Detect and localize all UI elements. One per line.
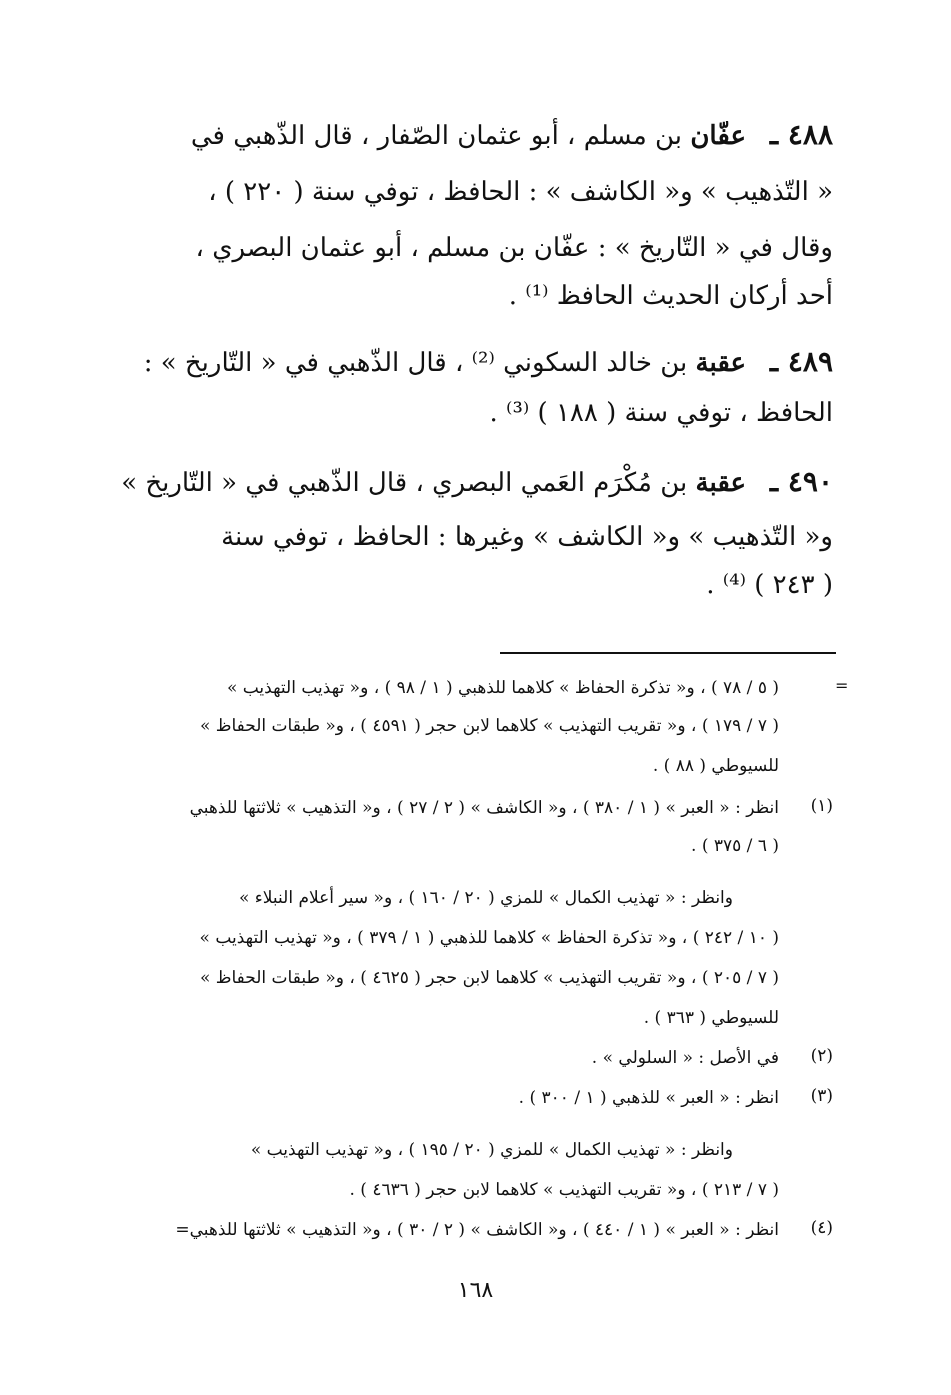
footnote-text: انظر : « العبر » ( ١ / ٣٨٠ ) ، و« الكاشف » ( ٢ / ٢٧ ) ، و« التذهيب » ثلاثتها للذهبي	[189, 798, 779, 818]
entry-text: بن خالد السكوني ⁽²⁾ ، قال الذّهبي في « التّاريخ » :	[143, 348, 688, 378]
entry-first-line	[191, 116, 746, 156]
footnote-text: للسيوطي ( ٨٨ ) .	[652, 756, 779, 776]
footnote-text: انظر : « العبر » للذهبي ( ١ / ٣٠٠ ) .	[518, 1088, 779, 1108]
footnote-text: ( ٧ / ٢١٣ ) ، و« تقريب التهذيب » كلاهما لابن حجر ( ٤٦٣٦ ) .	[349, 1180, 779, 1200]
entry-text: وقال في « التّاريخ » : عفّان بن مسلم ، أبو عثمان البصري ،	[195, 233, 833, 263]
entry-text: « التّذهيب » و« الكاشف » : الحافظ ، توفي سنة ( ٢٢٠ ) ،	[208, 177, 833, 207]
entry-number: ٤٨٨ ـ	[769, 118, 833, 151]
entry-text: ( ٢٤٣ ) ⁽⁴⁾ .	[706, 570, 833, 600]
entry-number: ٤٩٠ ـ	[769, 465, 833, 498]
entry-text: و« التّذهيب » و« الكاشف » وغيرها : الحافظ ، توفي سنة	[221, 522, 833, 552]
footnote-text: ( ٦ / ٣٧٥ ) .	[691, 836, 779, 856]
footnote-text: للسيوطي ( ٣٦٣ ) .	[643, 1008, 779, 1028]
footnote-text: ( ٧ / ١٧٩ ) ، و« تقريب التهذيب » كلاهما لابن حجر ( ٤٥٩١ ) ، و« طبقات الحفاظ »	[199, 716, 779, 736]
entry-title: عقبة	[695, 468, 746, 498]
entry-text: أحد أركان الحديث الحافظ ⁽¹⁾ .	[508, 281, 833, 311]
footnote-marker: (٤)	[810, 1218, 833, 1238]
entry-text: الحافظ ، توفي سنة ( ١٨٨ ) ⁽³⁾ .	[489, 398, 833, 428]
entry-title: عقبة	[695, 348, 746, 378]
footnote-rule	[500, 652, 836, 654]
footnote-marker: (٣)	[810, 1086, 833, 1106]
entry-first-line	[144, 343, 746, 383]
entry-text: بن مسلم ، أبو عثمان الصّفار ، قال الذّهبي في	[190, 121, 683, 151]
footnote-text: وانظر : « تهذيب الكمال » للمزي ( ٢٠ / ١٩٥ ) ، و« تهذيب التهذيب »	[250, 1140, 733, 1160]
entry-title: عفّان	[690, 121, 746, 151]
entry-text: بن مُكْرَم العَمي البصري ، قال الذّهبي في « التّاريخ »	[121, 468, 688, 498]
page-number: ١٦٨	[457, 1278, 494, 1303]
footnote-text: ( ١٠ / ٢٤٢ ) ، و« تذكرة الحفاظ » كلاهما للذهبي ( ١ / ٣٧٩ ) ، و« تهذيب التهذيب »	[199, 928, 779, 948]
footnote-text: ( ٧ / ٢٠٥ ) ، و« تقريب التهذيب » كلاهما لابن حجر ( ٤٦٢٥ ) ، و« طبقات الحفاظ »	[199, 968, 779, 988]
footnote-text: انظر : « العبر » ( ١ / ٤٤٠ ) ، و« الكاشف » ( ٢ / ٣٠ ) ، و« التذهيب » ثلاثتها للذهبي=	[175, 1220, 779, 1240]
continuation-mark: =	[835, 676, 849, 695]
footnote-marker: (١)	[810, 796, 833, 816]
entry-first-line	[121, 463, 746, 503]
footnote-text: وانظر : « تهذيب الكمال » للمزي ( ٢٠ / ١٦٠ ) ، و« سير أعلام النبلاء »	[238, 888, 733, 908]
footnote-marker: (٢)	[810, 1046, 833, 1066]
footnote-text: ( ٥ / ٧٨ ) ، و« تذكرة الحفاظ » كلاهما للذهبي ( ١ / ٩٨ ) ، و« تهذيب التهذيب »	[226, 678, 779, 698]
footnote-text: في الأصل : « السلولي » .	[591, 1048, 779, 1068]
entry-number: ٤٨٩ ـ	[769, 345, 833, 378]
